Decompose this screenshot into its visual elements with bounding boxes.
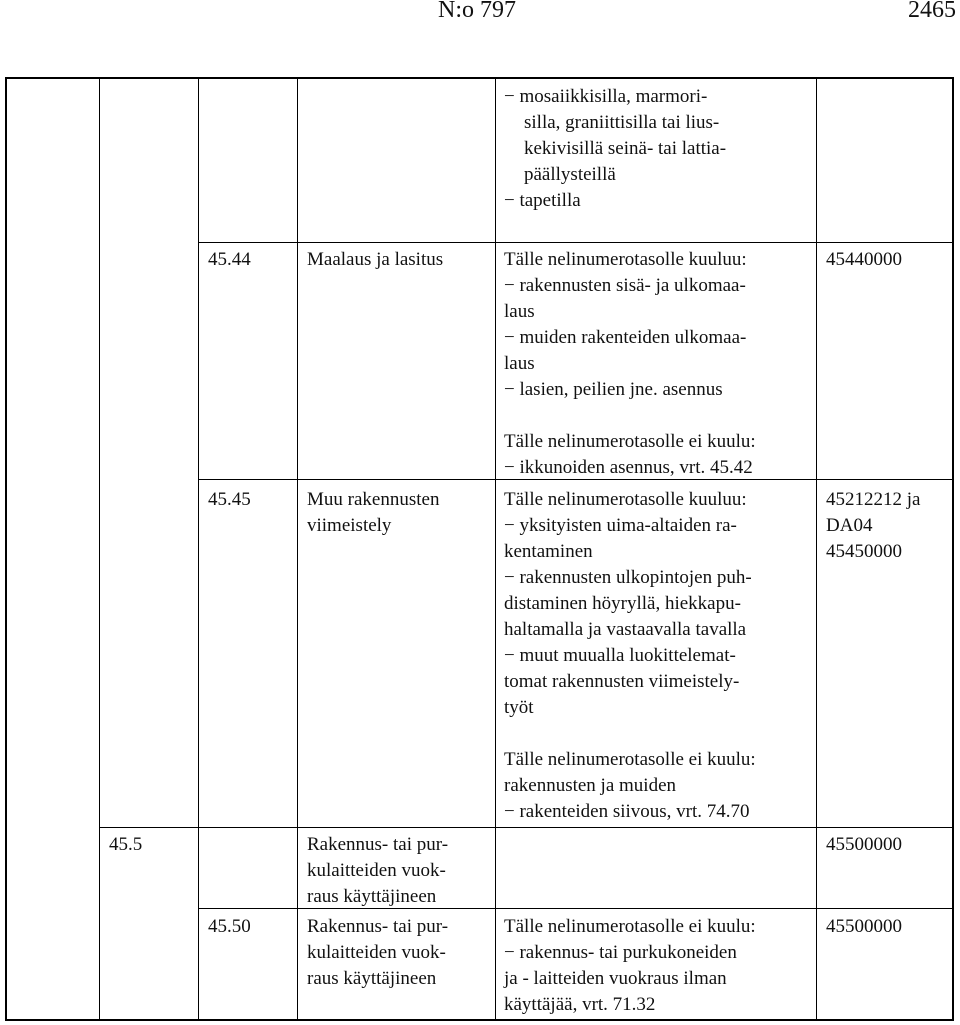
row-content — [504, 247, 756, 481]
row-ref — [826, 914, 902, 940]
text-line: laus — [504, 301, 535, 322]
list-item: − yksityisten uima-altaiden ra- — [504, 513, 756, 539]
name-line: Rakennus- tai pur- — [307, 916, 449, 937]
row-content — [504, 487, 756, 825]
text-line: tomat rakennusten viimeistely- — [504, 671, 740, 692]
text-line: työt — [504, 697, 534, 718]
text-line: distaminen höyryllä, hiekkapu- — [504, 593, 741, 614]
row-code: 45.45 — [208, 489, 251, 510]
list-item: kekivisillä seinä- tai lattia- — [524, 138, 727, 159]
text-line: Tälle nelinumerotasolle kuuluu: — [504, 489, 747, 510]
page-header-left: N:o 797 — [438, 0, 516, 23]
ref-line: DA04 — [826, 515, 873, 536]
text-line: ja - laitteiden vuokraus ilman — [504, 968, 727, 989]
list-item: − muiden rakenteiden ulkomaa- — [504, 325, 756, 351]
col-divider-2 — [198, 77, 199, 1021]
list-item: silla, graniittisilla tai lius- — [524, 112, 720, 133]
row-content — [504, 84, 726, 214]
col-divider-1 — [99, 77, 100, 1021]
text-line: kentaminen — [504, 541, 593, 562]
spacer — [504, 721, 756, 747]
name-line: kulaitteiden vuok- — [307, 860, 446, 881]
list-item: − mosaiikkisilla, marmori- — [504, 84, 726, 110]
name-line: raus käyttäjineen — [307, 886, 437, 907]
table-bottom-border — [5, 1019, 954, 1021]
list-item: päällysteillä — [524, 164, 616, 185]
row-code: 45.44 — [208, 249, 251, 270]
list-item: − tapetilla — [504, 188, 726, 214]
list-item: − rakennusten ulkopintojen puh- — [504, 565, 756, 591]
text-line: käyttäjää, vrt. 71.32 — [504, 994, 656, 1015]
spacer — [504, 403, 756, 429]
row-ref — [826, 247, 902, 273]
list-item: − muut muualla luokittelemat- — [504, 643, 756, 669]
name-line: Muu rakennusten — [307, 489, 440, 510]
col-divider-5 — [816, 77, 817, 1021]
col-divider-3 — [297, 77, 298, 1021]
table-right-border — [952, 77, 954, 1021]
list-item: − ikkunoiden asennus, vrt. 45.42 — [504, 455, 756, 481]
row-name — [307, 832, 448, 910]
col-divider-4 — [495, 77, 496, 1021]
ref-line: 45500000 — [826, 916, 902, 937]
ref-line: 45440000 — [826, 249, 902, 270]
page-number: 2465 — [908, 0, 956, 23]
row-code: 45.50 — [208, 916, 251, 937]
row-ref — [826, 487, 920, 565]
name-line: raus käyttäjineen — [307, 968, 437, 989]
table-left-border — [5, 77, 7, 1021]
name-line: Maalaus ja lasitus — [307, 249, 444, 270]
text-line: rakennusten ja muiden — [504, 775, 677, 796]
text-line: Tälle nelinumerotasolle ei kuulu: — [504, 749, 756, 770]
text-line: haltamalla ja vastaavalla tavalla — [504, 619, 747, 640]
row-name — [307, 914, 448, 992]
row-code: 45.5 — [109, 834, 143, 855]
row-ref — [826, 832, 902, 858]
list-item: − rakennus- tai purkukoneiden — [504, 940, 756, 966]
text-line: Tälle nelinumerotasolle ei kuulu: — [504, 431, 756, 452]
table-top-border — [5, 77, 954, 79]
ref-line: 45500000 — [826, 834, 902, 855]
name-line: kulaitteiden vuok- — [307, 942, 446, 963]
row-name — [307, 247, 443, 273]
list-item: − rakennusten sisä- ja ulkomaa- — [504, 273, 756, 299]
ref-line: 45450000 — [826, 541, 902, 562]
list-item: − lasien, peilien jne. asennus — [504, 377, 756, 403]
text-line: Tälle nelinumerotasolle ei kuulu: — [504, 916, 756, 937]
name-line: viimeistely — [307, 515, 392, 536]
row-content — [504, 914, 756, 1018]
name-line: Rakennus- tai pur- — [307, 834, 449, 855]
text-line: Tälle nelinumerotasolle kuuluu: — [504, 249, 747, 270]
list-item: − rakenteiden siivous, vrt. 74.70 — [504, 799, 756, 825]
ref-line: 45212212 ja — [826, 489, 921, 510]
row-divider — [198, 242, 952, 243]
text-line: laus — [504, 353, 535, 374]
row-divider — [99, 827, 952, 828]
row-name — [307, 487, 439, 539]
